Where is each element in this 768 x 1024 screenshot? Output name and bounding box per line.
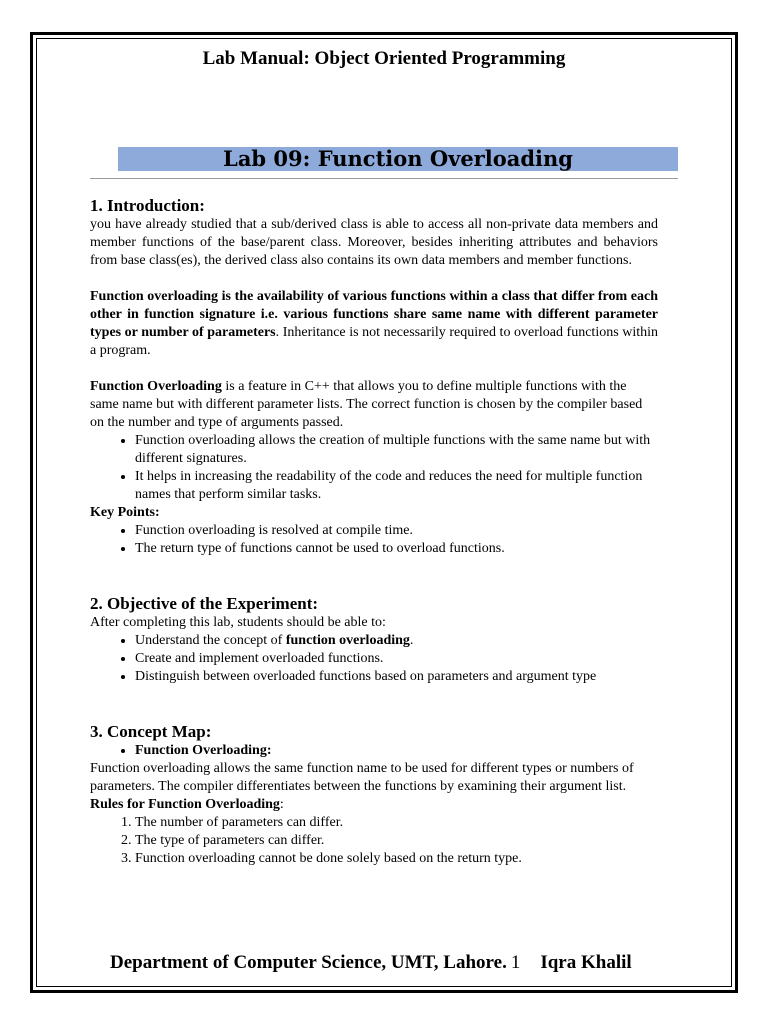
intro-bullet-list [90,432,658,504]
page-number: 1 [510,952,521,973]
list-item: 3. Function overloading cannot be done solely based on the return type. [135,850,658,868]
objective-item-text: Understand the concept of [135,633,286,648]
list-item: 1. The number of parameters can differ. [135,814,658,832]
objective-list [90,632,658,686]
section-heading-objective: 2. Objective of the Experiment: [90,594,319,613]
rules-list [90,814,658,868]
key-points-label: Key Points: [90,505,160,520]
list-item: • Function Overloading: [135,742,658,760]
lab-title-banner: Lab 09: Function Overloading [118,147,678,171]
section-heading-concept-map: 3. Concept Map: [90,722,212,741]
objective-lead: After completing this lab, students should be able to: [90,615,386,630]
section-heading-introduction: 1. Introduction: [90,196,205,215]
list-item: • Distinguish between overloaded functions based on parameters and argument type [135,668,658,686]
definition-rest-text: . Inheritance is not necessarily required to overload functions within a program. [90,325,659,358]
document-body [90,196,658,868]
definition-bold-text: Function overloading is the availability of various functions within a class that differ from each other in function signature i.e. various functions share same name with different parameter types or number of parameters [90,289,658,340]
rules-label-text: Rules for Function Overloading [90,797,280,812]
feature-paragraph [90,378,658,432]
overloading-definition-paragraph [90,288,658,360]
list-item: • It helps in increasing the readability of the code and reduces the need for multiple function names that perform similar tasks. [135,468,658,504]
concept-bullet-list [90,742,658,760]
objective-item-end: . [409,633,414,648]
rules-label-colon: : [279,797,284,812]
footer-author: Iqra Khalil [540,952,632,973]
key-points-list [90,522,658,558]
list-item: • Create and implement overloaded functions. [135,650,658,668]
divider [90,178,678,179]
rules-label [90,796,658,814]
list-item: • The return type of functions cannot be used to overload functions. [135,540,658,558]
page-footer [110,952,632,974]
intro-paragraph: you have already studied that a sub/derived class is able to access all non-private data members and member functions of the base/parent class. Moreover, besides inheriting attributes and behaviors from base class(es), the derived class also contains its own data members and member functions. [90,217,658,268]
feature-bold-text: Function Overloading [90,379,222,394]
manual-title: Lab Manual: Object Oriented Programming [202,48,566,69]
list-item: • Function overloading allows the creation of multiple functions with the same name but with different signatures. [135,432,658,468]
feature-rest-text: is a feature in C++ that allows you to define multiple functions with the same name but with different parameter lists. The correct function is chosen by the compiler based on the number and type of arguments passed. [90,379,643,430]
objective-item-bold: function overloading [285,633,410,648]
concept-paragraph: Function overloading allows the same function name to be used for different types or numbers of parameters. The compiler differentiates between the functions by examining their argument list. [90,761,634,794]
list-item: 2. The type of parameters can differ. [135,832,658,850]
list-item: • Function overloading is resolved at compile time. [135,522,658,540]
footer-department: Department of Computer Science, UMT, Lahore. [110,952,507,973]
list-item [135,632,658,650]
